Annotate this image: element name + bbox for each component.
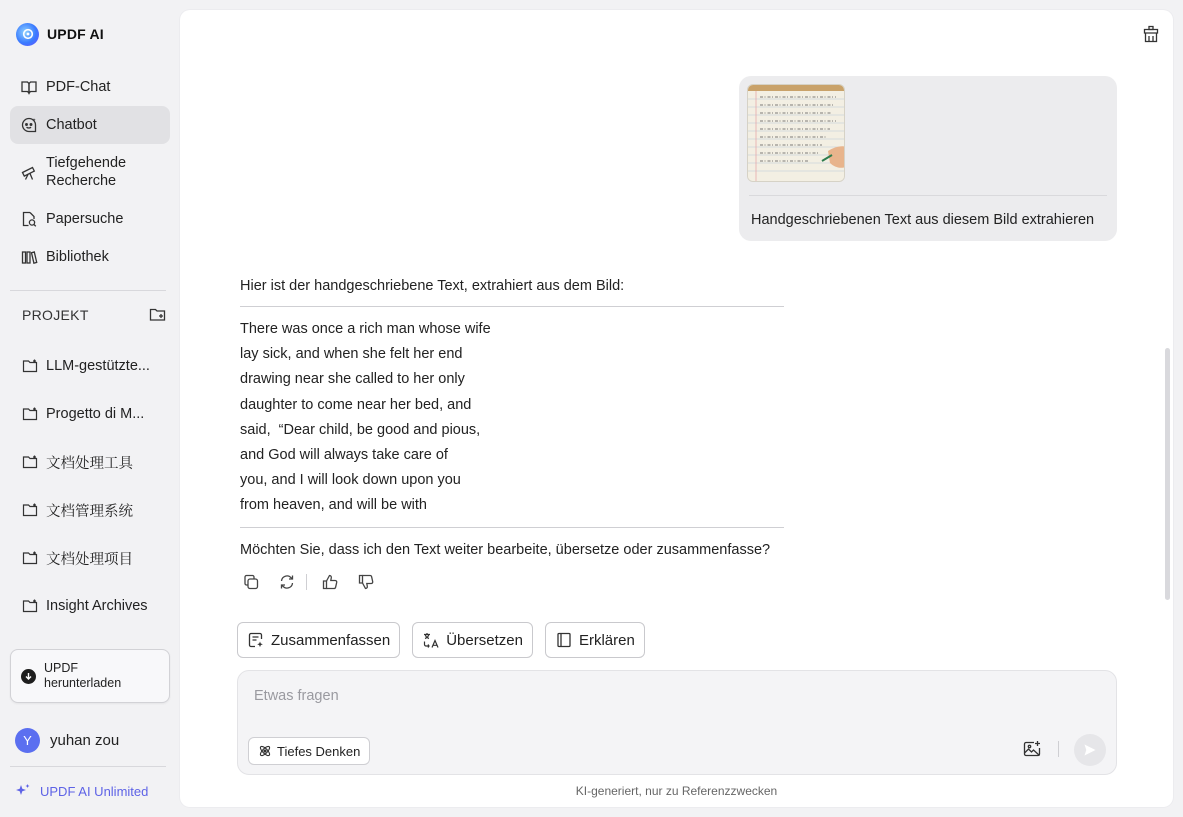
- folder-icon: [22, 502, 38, 518]
- projects-heading: PROJEKT: [22, 306, 89, 323]
- assistant-message: [240, 276, 785, 560]
- avatar: Y: [15, 728, 40, 753]
- chat-bot-icon: [20, 116, 38, 134]
- extracted-line: daughter to come near her bed, and: [240, 396, 472, 413]
- disclaimer: KI-generiert, nur zu Referenzzwecken: [575, 784, 778, 798]
- attached-image-thumbnail[interactable]: [747, 84, 845, 182]
- extracted-text: [240, 317, 785, 519]
- folder-icon: [22, 406, 38, 422]
- summarize-icon: [247, 631, 265, 649]
- explain-label: Erklären: [578, 631, 635, 649]
- project-label: Insight Archives: [46, 598, 148, 614]
- deep-think-toggle[interactable]: [248, 737, 370, 765]
- project-item[interactable]: [22, 390, 162, 438]
- project-label: 文档管理系统: [46, 503, 133, 520]
- document-search-icon: [20, 210, 38, 228]
- thumbs-up-icon[interactable]: [321, 573, 339, 591]
- nav-item-library[interactable]: [10, 238, 170, 276]
- user-name: yuhan zou: [50, 732, 120, 749]
- composer-separator: [1058, 741, 1059, 757]
- nav-item-deep-research[interactable]: [10, 144, 170, 200]
- project-label: Progetto di M...: [46, 406, 145, 422]
- regenerate-icon[interactable]: [278, 573, 296, 591]
- nav-item-label: PDF-Chat: [46, 79, 111, 95]
- project-item[interactable]: [22, 582, 162, 630]
- quick-actions: [237, 622, 645, 658]
- nav-item-paper-search[interactable]: [10, 200, 170, 238]
- handwriting-image: [748, 85, 845, 182]
- translate-label: Übersetzen: [446, 631, 523, 649]
- sparkle-icon: [15, 783, 31, 799]
- library-icon: [20, 248, 38, 266]
- download-updf-button[interactable]: [10, 649, 170, 703]
- extracted-line: said, “Dear child, be good and pious,: [240, 421, 481, 438]
- user-profile[interactable]: [15, 728, 119, 753]
- sidebar-divider: [10, 766, 166, 767]
- answer-rule: [240, 527, 784, 528]
- brand-name: UPDF AI: [47, 26, 104, 42]
- clear-chat-icon[interactable]: [1141, 24, 1161, 44]
- extracted-line: and God will always take care of: [240, 447, 448, 464]
- updf-logo-icon: [16, 23, 39, 46]
- chat-panel: [180, 10, 1173, 807]
- nav-item-label: Tiefgehende Recherche: [46, 155, 127, 189]
- bubble-divider: [749, 195, 1107, 196]
- chat-scrollbar[interactable]: [1165, 348, 1170, 600]
- copy-icon[interactable]: [242, 573, 260, 591]
- upgrade-label: UPDF AI Unlimited: [40, 783, 149, 799]
- project-item[interactable]: [22, 342, 162, 390]
- nav-item-label: Bibliothek: [46, 249, 109, 265]
- project-item[interactable]: [22, 534, 162, 582]
- nav-item-pdf-chat[interactable]: [10, 68, 170, 106]
- download-icon: [21, 669, 36, 684]
- user-message-text: Handgeschriebenen Text aus diesem Bild extrahieren: [751, 212, 1095, 228]
- sidebar-divider: [10, 290, 166, 291]
- folder-icon: [22, 598, 38, 614]
- brand[interactable]: [16, 22, 104, 46]
- extracted-line: drawing near she called to her only: [240, 371, 465, 388]
- nav-item-label: Papersuche: [46, 211, 124, 227]
- user-message: [739, 76, 1117, 241]
- translate-icon: [422, 631, 440, 649]
- atom-icon: [258, 744, 272, 758]
- message-actions: [242, 573, 393, 591]
- download-label: UPDF herunterladen: [44, 661, 122, 690]
- message-input[interactable]: [254, 685, 954, 707]
- nav-item-label: Chatbot: [46, 117, 97, 133]
- projects-header: [22, 306, 166, 323]
- main-nav: [10, 68, 170, 276]
- sidebar: [0, 0, 180, 817]
- book-icon: [555, 631, 573, 649]
- nav-item-chatbot[interactable]: [10, 106, 170, 144]
- project-list: [22, 342, 162, 630]
- summarize-label: Zusammenfassen: [271, 631, 391, 649]
- thumbs-down-icon[interactable]: [357, 573, 375, 591]
- book-open-icon: [20, 78, 38, 96]
- send-button[interactable]: [1074, 734, 1106, 766]
- folder-icon: [22, 358, 38, 374]
- actions-separator: [306, 574, 307, 590]
- project-label: 文档处理工具: [46, 455, 133, 472]
- translate-button[interactable]: [412, 622, 533, 658]
- answer-intro: Hier ist der handgeschriebene Text, extrahiert aus dem Bild:: [240, 278, 625, 294]
- answer-outro: Möchten Sie, dass ich den Text weiter bearbeite, übersetze oder zusammenfasse?: [240, 541, 771, 558]
- summarize-button[interactable]: [237, 622, 400, 658]
- extracted-line: lay sick, and when she felt her end: [240, 346, 463, 363]
- project-label: 文档处理项目: [46, 551, 133, 568]
- send-icon: [1083, 743, 1097, 757]
- explain-button[interactable]: [545, 622, 645, 658]
- project-item[interactable]: [22, 438, 162, 486]
- deep-think-label: Tiefes Denken: [277, 743, 361, 759]
- message-composer: [237, 670, 1117, 775]
- project-item[interactable]: [22, 486, 162, 534]
- new-folder-icon[interactable]: [149, 306, 166, 323]
- extracted-line: you, and I will look down upon you: [240, 472, 461, 489]
- answer-rule: [240, 306, 784, 307]
- upgrade-link[interactable]: [15, 783, 148, 799]
- folder-icon: [22, 454, 38, 470]
- extracted-line: There was once a rich man whose wife: [240, 321, 491, 337]
- add-image-icon[interactable]: [1022, 739, 1042, 759]
- extracted-line: from heaven, and will be with: [240, 497, 427, 514]
- project-label: LLM-gestützte...: [46, 358, 150, 374]
- telescope-icon: [20, 163, 38, 181]
- folder-icon: [22, 550, 38, 566]
